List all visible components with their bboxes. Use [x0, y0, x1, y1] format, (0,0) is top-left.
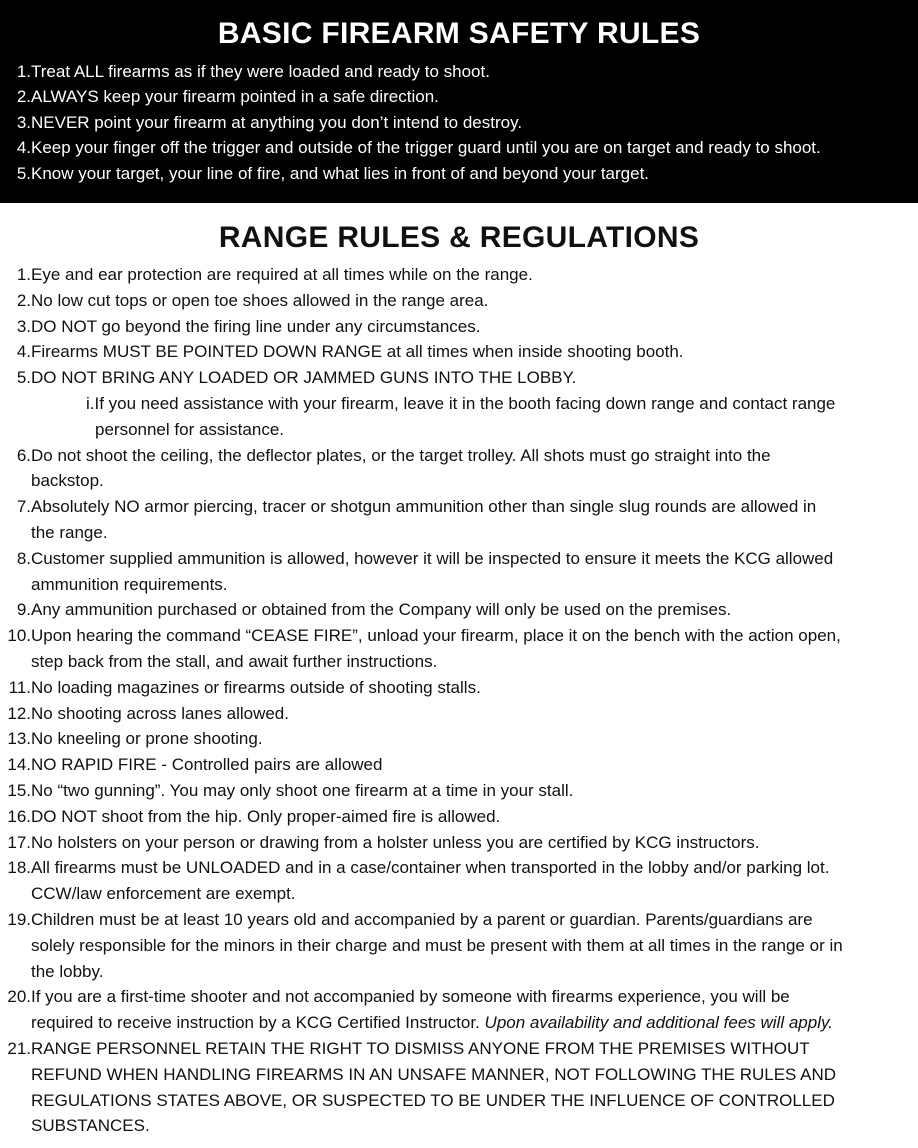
- rule-text: [31, 443, 771, 495]
- rule-number: 21.: [7, 1038, 31, 1058]
- rule-number: 12.: [7, 703, 31, 723]
- list-item: [0, 752, 918, 778]
- rule-line: If you need assistance with your firearm, leave it in the booth facing down range and contact range: [94, 393, 836, 413]
- rule-text: [31, 262, 533, 288]
- rule-number: 2.: [16, 290, 31, 310]
- rule-line: If you are a first-time shooter and not accompanied by someone with firearms experience, you will be: [31, 987, 790, 1007]
- rule-number: 4.: [16, 342, 31, 362]
- range-rules-section: [0, 203, 918, 1139]
- rule-text: [31, 597, 731, 623]
- rule-text: [31, 314, 480, 340]
- list-item: 4. Keep your finger off the trigger and outside of the trigger guard until you are on target and ready to shoot.: [16, 138, 821, 158]
- list-item: 5. Know your target, your line of fire, and what lies in front of and beyond your target.: [16, 163, 650, 183]
- rule-text: [31, 1036, 836, 1139]
- rule-text: [31, 675, 481, 701]
- list-item: [0, 288, 918, 314]
- list-item: [0, 597, 918, 623]
- rule-line: required to receive instruction by a KCG Certified Instructor.: [31, 1013, 480, 1033]
- list-item: [0, 623, 918, 675]
- rule-number: 20.: [7, 987, 31, 1007]
- list-item: [0, 314, 918, 340]
- firearm-safety-section: [0, 0, 918, 203]
- rule-number: 14.: [7, 755, 31, 775]
- list-item: [0, 984, 918, 1036]
- list-item: 3. NEVER point your firearm at anything you don’t intend to destroy.: [16, 112, 523, 132]
- safety-title: BASIC FIREARM SAFETY RULES: [217, 17, 701, 50]
- rule-line: step back from the stall, and await further instructions.: [31, 651, 438, 671]
- list-item: [0, 778, 918, 804]
- rule-text: [31, 365, 576, 391]
- list-item: 1. Treat ALL firearms as if they were loaded and ready to shoot.: [16, 62, 490, 81]
- rule-number: 5.: [16, 368, 31, 388]
- rule-text: [31, 701, 289, 727]
- rule-line: REFUND WHEN HANDLING FIREARMS IN AN UNSAFE MANNER, NOT FOLLOWING THE RULES AND: [31, 1064, 837, 1084]
- rule-text: [31, 288, 488, 314]
- rule-number: 6.: [16, 445, 31, 465]
- list-item: [0, 701, 918, 727]
- rule-line: the lobby.: [31, 961, 104, 981]
- rule-line: DO NOT go beyond the firing line under any circumstances.: [31, 316, 481, 336]
- rule-number: 13.: [7, 729, 31, 749]
- rule-line: Do not shoot the ceiling, the deflector plates, or the target trolley. All shots must go straight into the: [31, 445, 771, 465]
- list-item: [0, 855, 918, 907]
- rule-number: 10.: [7, 626, 31, 646]
- rule-line: personnel for assistance.: [95, 419, 284, 439]
- rule-line: Absolutely NO armor piercing, tracer or shotgun ammunition other than single slug rounds are allowed in: [31, 497, 817, 517]
- rule-text: [31, 984, 833, 1036]
- rule-line: REGULATIONS STATES ABOVE, OR SUSPECTED TO BE UNDER THE INFLUENCE OF CONTROLLED: [31, 1090, 835, 1110]
- rule-number: 18.: [7, 858, 31, 878]
- range-title: RANGE RULES & REGULATIONS: [218, 221, 700, 254]
- rule-number: 19.: [7, 909, 31, 929]
- rule-line: No loading magazines or firearms outside of shooting stalls.: [31, 677, 481, 697]
- rule-number: 17.: [7, 832, 31, 852]
- rule-text: [31, 855, 829, 907]
- rule-line: All firearms must be UNLOADED and in a case/container when transported in the lobby and/or parking lot.: [31, 858, 830, 878]
- list-item: [0, 1036, 918, 1139]
- rule-line: CCW/law enforcement are exempt.: [31, 884, 296, 904]
- rule-text: [31, 726, 263, 752]
- rule-line: DO NOT BRING ANY LOADED OR JAMMED GUNS INTO THE LOBBY.: [31, 368, 577, 388]
- rule-number: 11.: [8, 677, 31, 697]
- rule-number: 8.: [16, 548, 31, 568]
- rule-number: 1.: [16, 265, 31, 284]
- sub-rule-number: i.: [86, 393, 95, 413]
- rule-line: Eye and ear protection are required at all times while on the range.: [31, 265, 533, 284]
- fee-note: Upon availability and additional fees will apply.: [484, 1013, 833, 1033]
- rule-text: [31, 494, 816, 546]
- rule-line: No low cut tops or open toe shoes allowed in the range area.: [31, 290, 489, 310]
- rule-line: Firearms MUST BE POINTED DOWN RANGE at all times when inside shooting booth.: [31, 342, 684, 362]
- rule-text: [31, 623, 841, 675]
- list-item: [0, 675, 918, 701]
- rule-line: Upon hearing the command “CEASE FIRE”, unload your firearm, place it on the bench with the action open,: [31, 626, 841, 646]
- rule-number: 9.: [16, 600, 31, 620]
- safety-list: [0, 59, 918, 186]
- rule-line: Children must be at least 10 years old and accompanied by a parent or guardian. Parents/guardians are: [31, 909, 813, 929]
- rule-text: [31, 830, 760, 856]
- rule-number: 16.: [7, 806, 31, 826]
- sub-list-item: [0, 391, 918, 443]
- list-item: [0, 907, 918, 984]
- rule-line: ammunition requirements.: [31, 574, 228, 594]
- rule-number: 3.: [16, 316, 31, 336]
- rule-line: No kneeling or prone shooting.: [31, 729, 263, 749]
- rule-text: [31, 546, 833, 598]
- list-item: [0, 262, 918, 288]
- list-item: [0, 830, 918, 856]
- rule-line: Any ammunition purchased or obtained from the Company will only be used on the premises.: [31, 600, 732, 620]
- rule-line: No “two gunning”. You may only shoot one firearm at a time in your stall.: [31, 780, 574, 800]
- range-rules-list: [0, 262, 918, 1139]
- rule-text: [31, 778, 573, 804]
- list-item: [0, 726, 918, 752]
- rule-line: DO NOT shoot from the hip. Only proper-aimed fire is allowed.: [31, 806, 501, 826]
- list-item: [0, 365, 918, 391]
- list-item: [0, 339, 918, 365]
- rule-text: [31, 907, 843, 984]
- rule-line: backstop.: [31, 471, 104, 491]
- rule-line: Customer supplied ammunition is allowed, however it will be inspected to ensure it meets the KCG allowed: [31, 548, 834, 568]
- list-item: [0, 443, 918, 495]
- rule-number: 15.: [7, 780, 31, 800]
- list-item: [0, 546, 918, 598]
- list-item: [0, 804, 918, 830]
- rule-number: 7.: [16, 497, 31, 517]
- rule-line: RANGE PERSONNEL RETAIN THE RIGHT TO DISMISS ANYONE FROM THE PREMISES WITHOUT: [31, 1038, 810, 1058]
- rule-line: No holsters on your person or drawing from a holster unless you are certified by KCG instructors.: [31, 832, 760, 852]
- rule-text: [31, 752, 382, 778]
- rule-line: No shooting across lanes allowed.: [31, 703, 289, 723]
- rule-line: solely responsible for the minors in their charge and must be present with them at all times in the range or in: [31, 935, 843, 955]
- rule-line: NO RAPID FIRE - Controlled pairs are allowed: [31, 755, 383, 775]
- rule-line: SUBSTANCES.: [31, 1116, 150, 1136]
- rule-line: the range.: [31, 522, 108, 542]
- list-item: 2. ALWAYS keep your firearm pointed in a safe direction.: [16, 87, 439, 107]
- rule-text: [31, 804, 500, 830]
- list-item: [0, 494, 918, 546]
- rule-text: [31, 339, 684, 365]
